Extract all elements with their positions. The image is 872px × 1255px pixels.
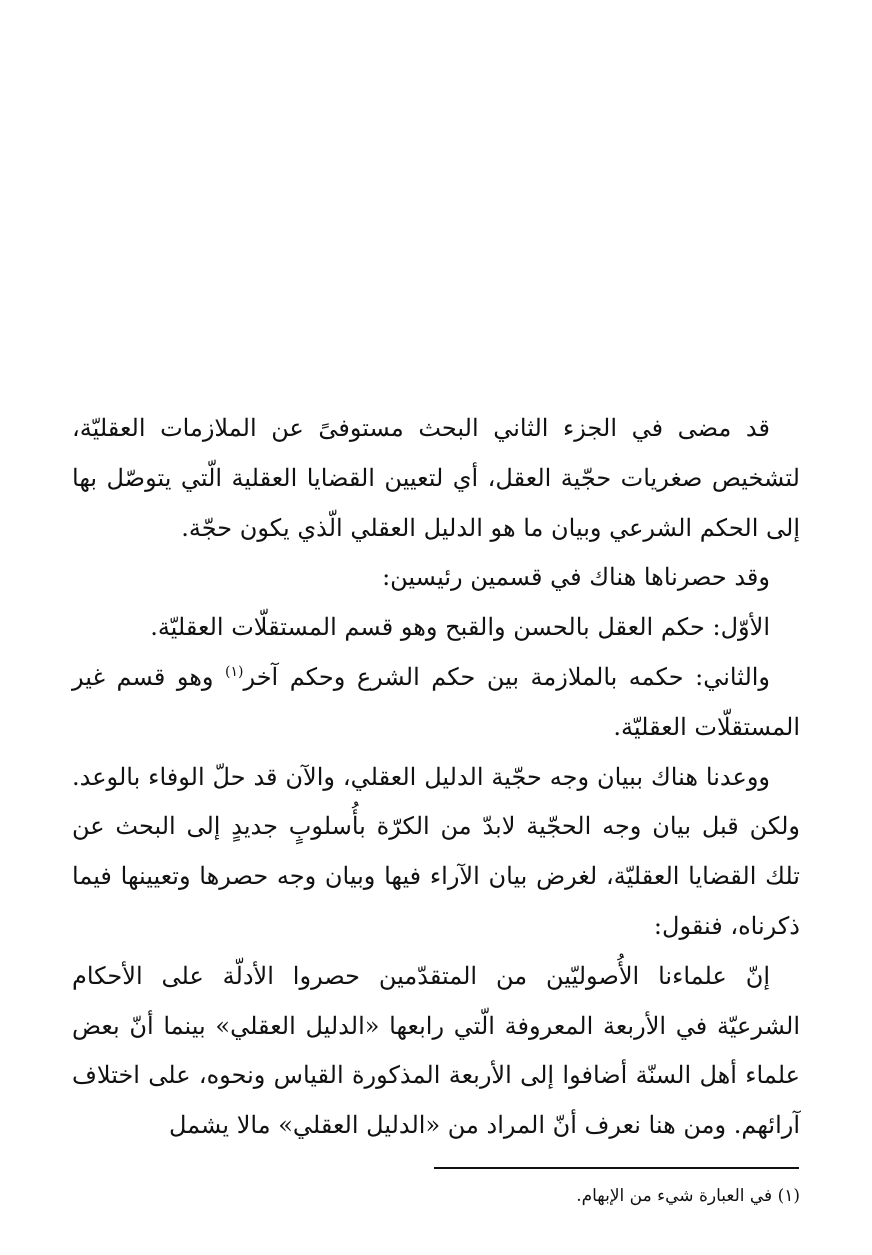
paragraph-3: الأوّل: حكم العقل بالحسن والقبح وهو قسم المستقلّات العقليّة.: [150, 613, 770, 642]
paragraph-4-text-after-ref: وهو قسم غير المستقلّات العقليّة.: [72, 662, 800, 741]
footnote-divider: [434, 1167, 799, 1169]
paragraph-6: إنّ علماءنا الأُصوليّين من المتقدّمين حصروا الأدلّة على الأحكام الشرعيّة في الأربعة المعروفة الّتي رابعها «الدليل العقلي» بينما أنّ بعض علماء أهل السنّة أضافوا إلى الأربعة المذكورة القياس ونحوه، على اختلاف آرائهم. ومن هنا نعرف أنّ المراد من «الدليل العقلي» مالا يشمل: [72, 961, 801, 1140]
paragraph-1: قد مضى في الجزء الثاني البحث مستوفىً عن الملازمات العقليّة، لتشخيص صغريات حجّية العقل، أي لتعيين القضايا العقلية الّتي يتوصّل بها إلى الحكم الشرعي وبيان ما هو الدليل العقلي الّذي يكون حجّة.: [72, 414, 800, 542]
paragraph-2: وقد حصرناها هناك في قسمين رئيسين:: [382, 563, 770, 592]
paragraph-4-text-before-ref: والثاني: حكمه بالملازمة بين حكم الشرع وحكم آخر: [243, 662, 771, 691]
paragraph-4: [72, 653, 800, 753]
paragraph-5: ووعدنا هناك ببيان وجه حجّية الدليل العقلي، والآن قد حلّ الوفاء بالوعد. ولكن قبل بيان وجه الحجّية لابدّ من الكرّة بأُسلوبٍ جديدٍ إلى البحث عن تلك القضايا العقليّة، لغرض بيان الآراء فيها وبيان وجه حصرها وتعيينها فيما ذكرناه، فنقول:: [72, 762, 800, 940]
footnote: (١) في العبارة شيء من الإبهام.: [576, 1186, 800, 1206]
main-text: [72, 404, 800, 1151]
footnote-reference: (١): [225, 663, 244, 680]
